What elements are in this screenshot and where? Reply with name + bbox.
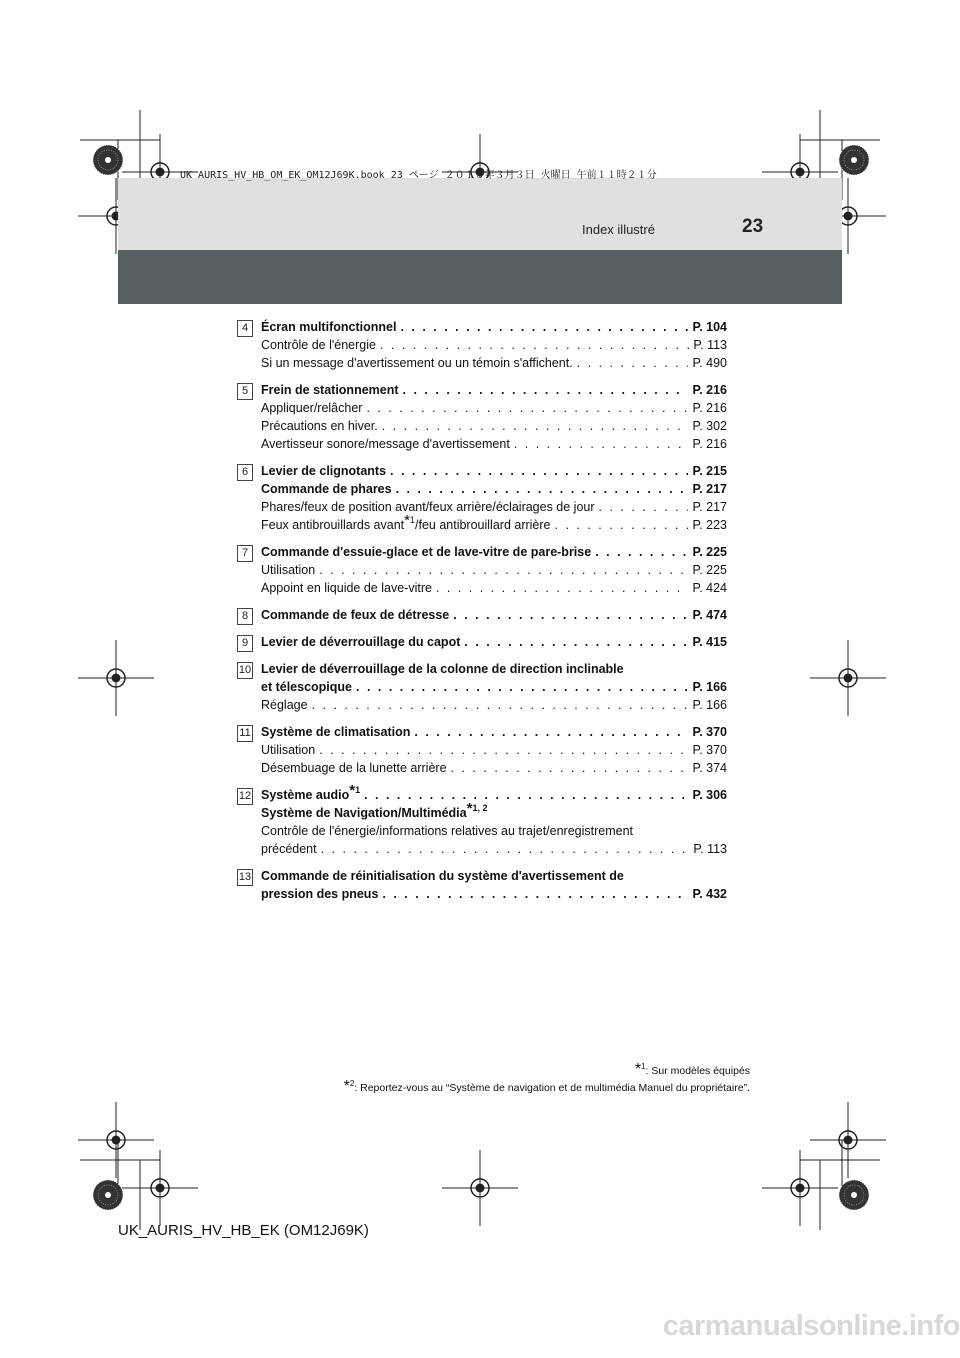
index-line-label: Désembuage de la lunette arrière <box>261 761 447 775</box>
index-line-label: Système de Navigation/Multimédia$^{*1, 2}$ <box>261 800 488 820</box>
index-line-label: Frein de stationnement <box>261 383 399 397</box>
index-line <box>261 633 727 651</box>
index-line-label: Réglage <box>261 698 308 712</box>
index-list <box>237 318 727 912</box>
index-entry <box>237 633 727 651</box>
dot-leader <box>451 759 689 777</box>
index-entry <box>237 723 727 777</box>
page-reference: P. 217 <box>692 500 727 514</box>
dot-leader <box>356 678 688 696</box>
page-reference: P. 113 <box>693 338 727 352</box>
item-number-badge: 7 <box>237 545 253 562</box>
index-line <box>261 782 727 804</box>
section-banner <box>118 250 842 304</box>
index-line-label: Commande de réinitialisation du système d'avertissement de <box>261 869 624 883</box>
index-line-label: Utilisation <box>261 743 316 757</box>
asterisk-icon: * <box>404 512 410 529</box>
page-reference: P. 113 <box>693 842 727 856</box>
index-line-label: Levier de déverrouillage du capot <box>261 635 461 649</box>
index-entry <box>237 867 727 903</box>
index-line-label: Système de climatisation <box>261 725 411 739</box>
index-line-label: Commande de phares <box>261 482 392 496</box>
index-line-label: Appoint en liquide de lave-vitre <box>261 581 432 595</box>
dot-leader <box>321 840 690 858</box>
page-reference: P. 302 <box>692 419 727 433</box>
page-reference: P. 216 <box>692 437 727 451</box>
index-line <box>261 462 727 480</box>
footnotes <box>150 1062 750 1096</box>
index-line <box>261 417 727 435</box>
index-line-label: Appliquer/relâcher <box>261 401 363 415</box>
index-line <box>261 354 727 372</box>
index-line-label: Contrôle de l'énergie/informations relatives au trajet/enregistrement <box>261 824 634 838</box>
footnote-2: *$^2$: Reportez-vous au “Système de navigation et de multimédia Manuel du propriétaire”. <box>343 1078 750 1095</box>
dot-leader <box>319 561 688 579</box>
index-line <box>261 840 727 858</box>
page-number: 23 <box>742 216 764 237</box>
index-line <box>261 606 727 624</box>
index-line <box>261 723 727 741</box>
index-line-label: Phares/feux de position avant/feux arrière/éclairages de jour <box>261 500 595 514</box>
index-line-label: Avertisseur sonore/message d'avertissement <box>261 437 510 451</box>
index-line <box>261 885 727 903</box>
item-number-badge: 8 <box>237 608 253 625</box>
item-number-badge: 4 <box>237 320 253 337</box>
page-reference: P. 217 <box>692 482 727 496</box>
dot-leader <box>436 579 689 597</box>
dot-leader <box>464 633 688 651</box>
index-line <box>261 336 727 354</box>
dot-leader <box>396 480 689 498</box>
page-reference: P. 216 <box>692 383 727 397</box>
index-line-label: Si un message d'avertissement ou un témoin s'affichent. <box>261 356 573 370</box>
page-reference: P. 216 <box>692 401 727 415</box>
item-number-badge: 13 <box>237 869 253 886</box>
dot-leader <box>599 498 689 516</box>
dot-leader <box>364 786 688 804</box>
section-title: Index illustré <box>582 222 655 237</box>
index-entry <box>237 782 727 858</box>
item-number-badge: 5 <box>237 383 253 400</box>
item-number-badge: 6 <box>237 464 253 481</box>
page-reference: P. 374 <box>692 761 727 775</box>
index-line <box>261 318 727 336</box>
index-line <box>261 480 727 498</box>
page-reference: P. 474 <box>692 608 727 622</box>
dot-leader <box>382 417 689 435</box>
index-entry <box>237 318 727 372</box>
index-line-label: Commande de feux de détresse <box>261 608 450 622</box>
index-line <box>261 498 727 516</box>
page-reference: P. 225 <box>692 545 727 559</box>
asterisk-icon: * <box>349 782 356 799</box>
index-line-label: Levier de clignotants <box>261 464 387 478</box>
dot-leader <box>380 336 689 354</box>
index-entry <box>237 381 727 453</box>
item-number-badge: 9 <box>237 635 253 652</box>
index-line <box>261 660 727 678</box>
dot-leader <box>366 399 688 417</box>
item-number-badge: 11 <box>237 725 253 742</box>
index-line-label: Feux antibrouillards avant$^{*1}$/feu antibrouillard arrière <box>261 512 551 532</box>
index-line-label: et télescopique <box>261 680 352 694</box>
page-reference: P. 225 <box>692 563 727 577</box>
index-line <box>261 543 727 561</box>
index-line <box>261 867 727 885</box>
dot-leader <box>319 741 688 759</box>
page-reference: P. 415 <box>692 635 727 649</box>
dot-leader <box>403 381 689 399</box>
index-line-label: Utilisation <box>261 563 316 577</box>
index-line <box>261 800 727 822</box>
index-entry <box>237 543 727 597</box>
index-line <box>261 741 727 759</box>
index-line-label: précédent <box>261 842 317 856</box>
item-number-badge: 10 <box>237 662 253 679</box>
index-line <box>261 435 727 453</box>
index-line <box>261 399 727 417</box>
document-code: UK_AURIS_HV_HB_EK (OM12J69K) <box>118 1222 369 1239</box>
dot-leader <box>390 462 688 480</box>
index-entry <box>237 660 727 714</box>
footnote-1: *$^1$: Sur modèles équipés <box>634 1061 750 1078</box>
page-reference: P. 306 <box>692 788 727 802</box>
asterisk-icon: * <box>634 1061 642 1078</box>
page-reference: P. 166 <box>692 680 727 694</box>
index-line <box>261 696 727 714</box>
asterisk-icon: * <box>343 1078 350 1095</box>
index-line <box>261 512 727 534</box>
index-line-label: pression des pneus <box>261 887 379 901</box>
watermark: carmanualsonline.info <box>662 1310 960 1342</box>
index-line-label: Système audio$^{*1}$ <box>261 782 361 802</box>
item-number-badge: 12 <box>237 788 253 805</box>
page-reference: P. 490 <box>692 356 727 370</box>
index-line <box>261 822 727 840</box>
dot-leader <box>382 885 688 903</box>
index-line-label: Précautions en hiver. <box>261 419 378 433</box>
index-entry <box>237 462 727 534</box>
index-line-label: Contrôle de l'énergie <box>261 338 376 352</box>
index-line <box>261 381 727 399</box>
page-reference: P. 223 <box>692 518 727 532</box>
dot-leader <box>555 516 689 534</box>
color-target-mark <box>93 145 123 175</box>
asterisk-icon: * <box>466 800 473 817</box>
index-line <box>261 579 727 597</box>
dot-leader <box>514 435 689 453</box>
index-line <box>261 678 727 696</box>
page-reference: P. 166 <box>692 698 727 712</box>
dot-leader <box>453 606 688 624</box>
book-info-line: UK AURIS_HV_HB_OM_EK_OM12J69K.book 23 ページ ２０１５年３月３日 火曜日 午前１１時２１分 <box>180 170 657 181</box>
header-band <box>118 178 842 250</box>
dot-leader <box>400 318 688 336</box>
index-line-label: Commande d'essuie-glace et de lave-vitre de pare-brise <box>261 545 592 559</box>
dot-leader <box>312 696 689 714</box>
dot-leader <box>414 723 688 741</box>
page-reference: P. 370 <box>692 725 727 739</box>
page-reference: P. 104 <box>692 320 727 334</box>
index-line <box>261 759 727 777</box>
dot-leader <box>577 354 689 372</box>
page-reference: P. 215 <box>692 464 727 478</box>
page-reference: P. 424 <box>692 581 727 595</box>
page-reference: P. 432 <box>692 887 727 901</box>
dot-leader <box>595 543 688 561</box>
index-entry <box>237 606 727 624</box>
index-line-label: Écran multifonctionnel <box>261 320 397 334</box>
page-reference: P. 370 <box>692 743 727 757</box>
index-line-label: Levier de déverrouillage de la colonne de direction inclinable <box>261 662 624 676</box>
index-line <box>261 561 727 579</box>
